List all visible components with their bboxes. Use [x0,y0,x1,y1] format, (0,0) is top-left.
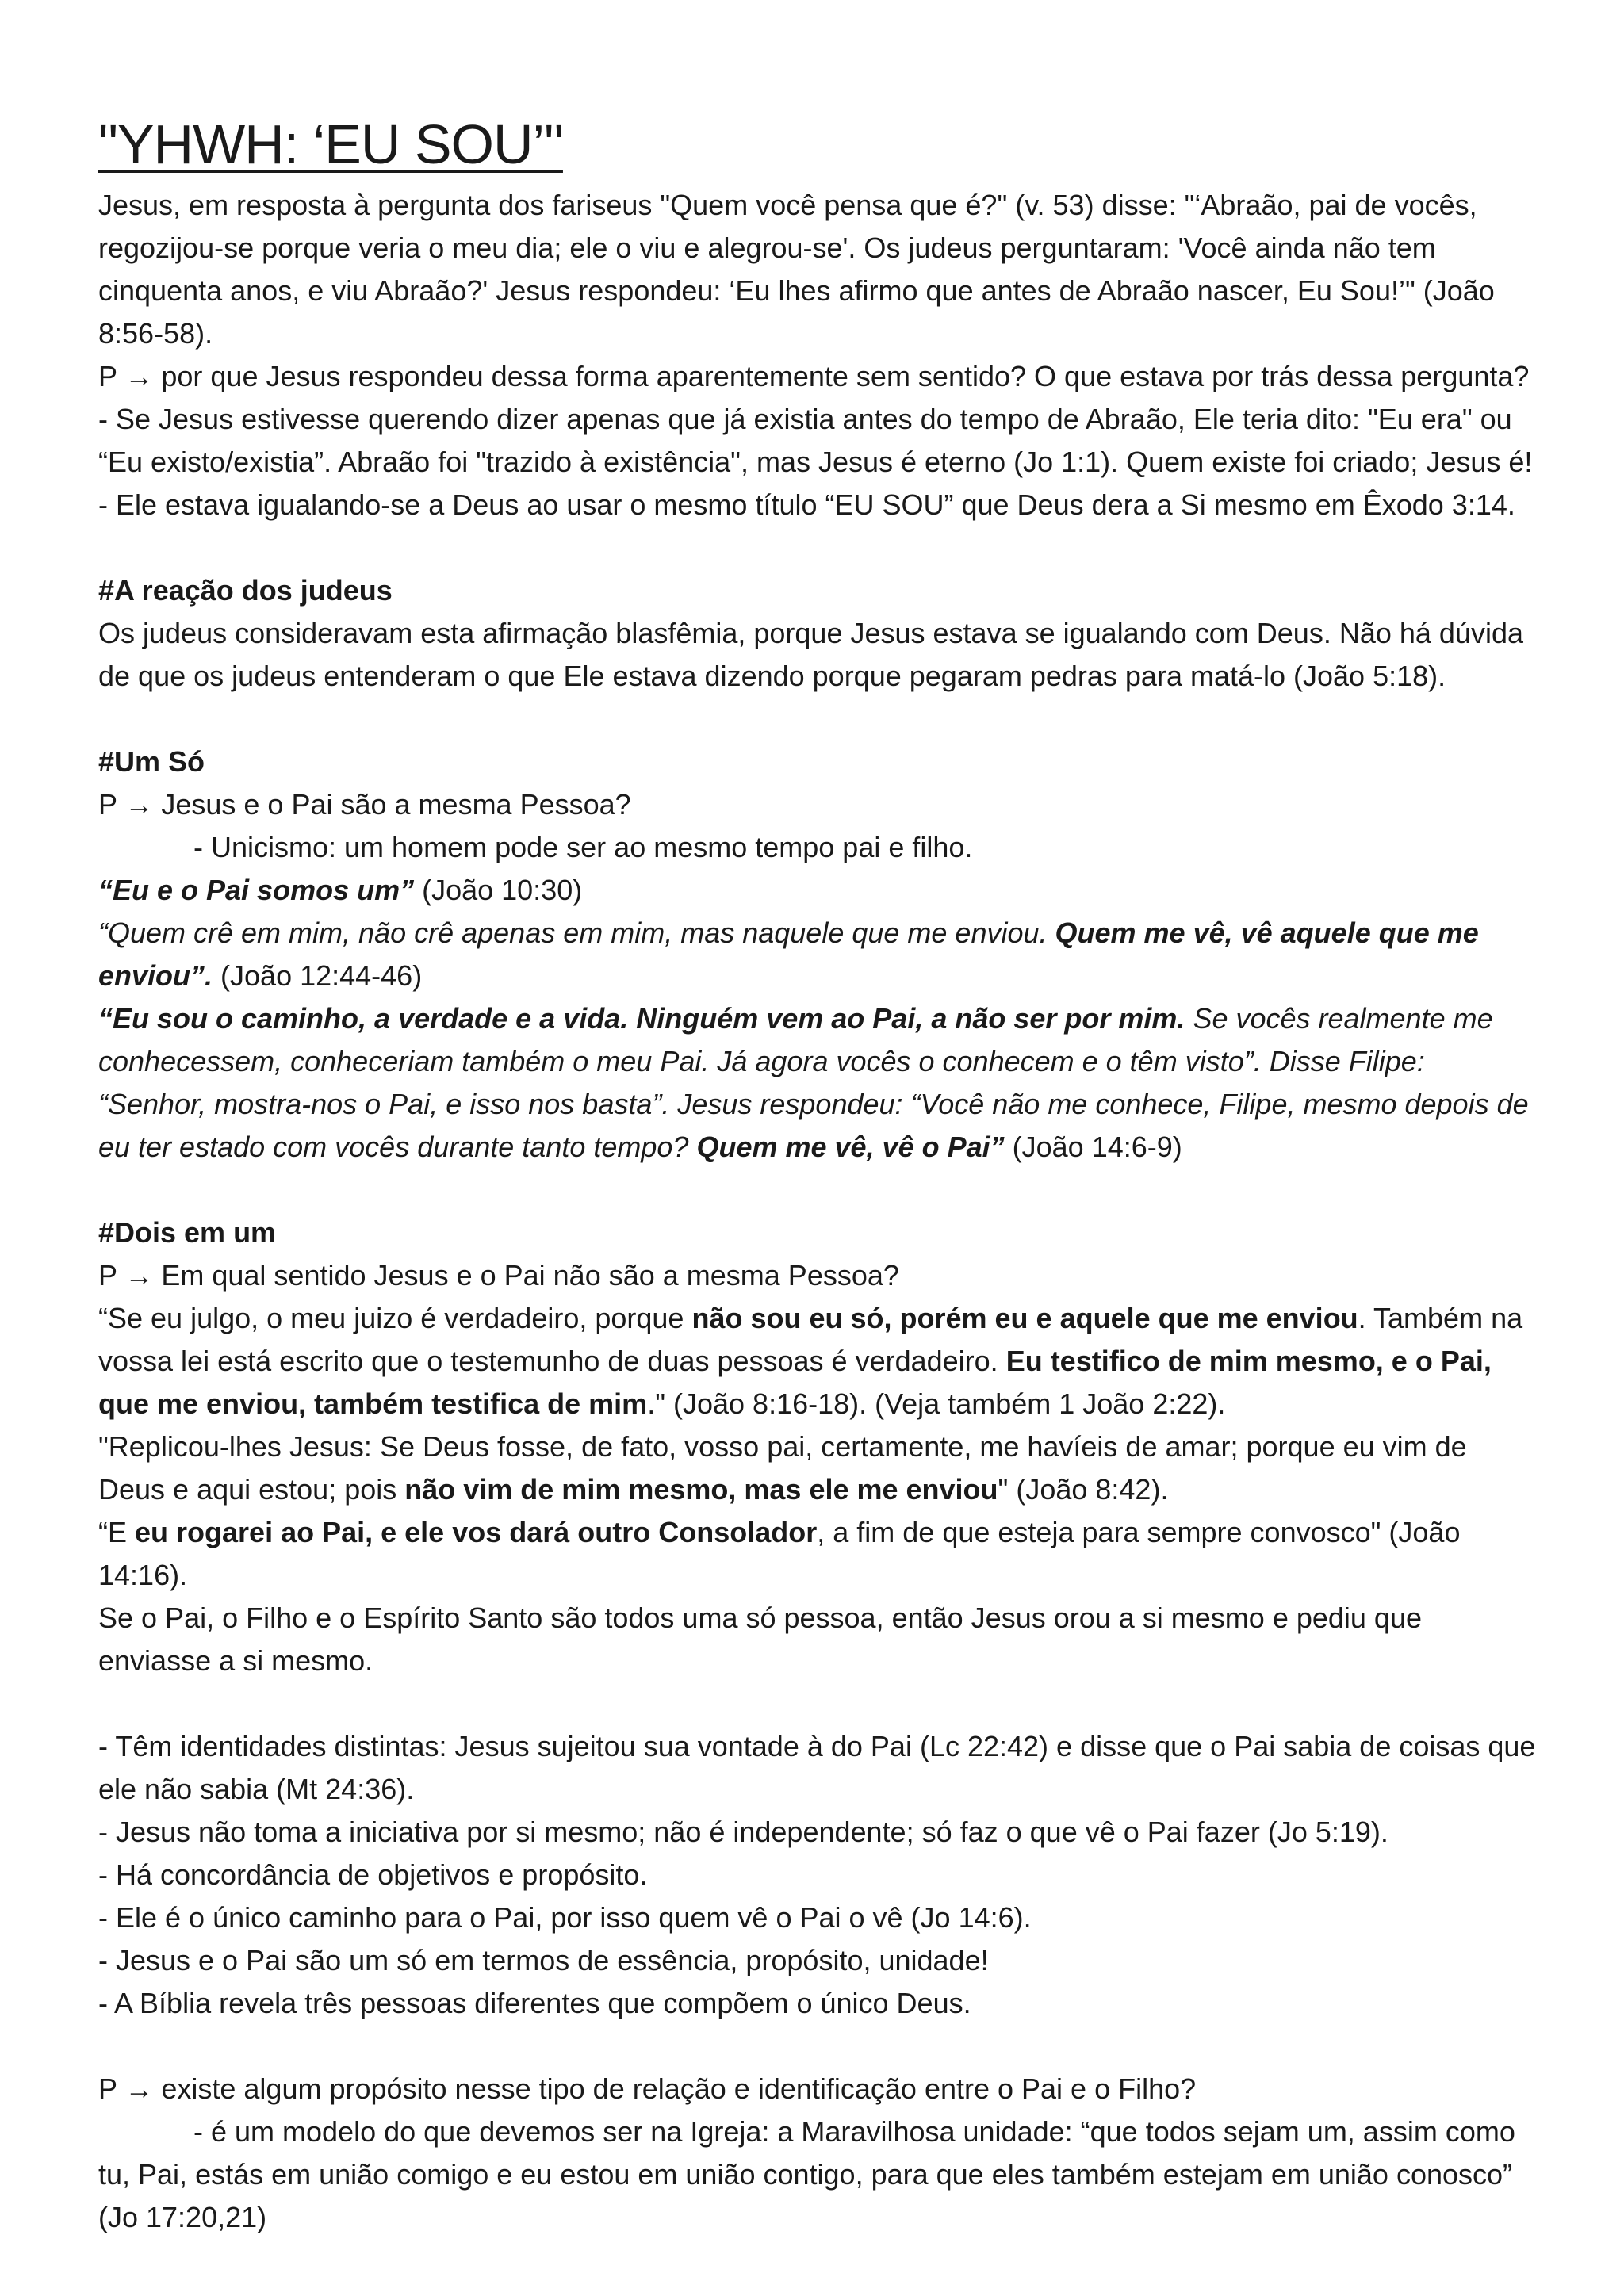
section-heading-dois-em-um: #Dois em um [98,1216,277,1249]
list-item: - Jesus e o Pai são um só em termos de essência, propósito, unidade! [98,1944,989,1976]
reacao-text: Os judeus consideravam esta afirmação blasfêmia, porque Jesus estava se igualando com Deus. Não há dúvida de que os judeus entenderam o que Ele estava dizendo porque pegaram pedras para matá-lo (João 5:18). [98,617,1523,692]
list-item: - Jesus não toma a iniciativa por si mesmo; não é independente; só faz o que vê o Pai fazer (Jo 5:19). [98,1816,1388,1848]
quote-italic: “Quem crê em mim, não crê apenas em mim, mas naquele que me enviou. [98,916,1055,949]
verse-bold: não sou eu só, porém eu e aquele que me enviou [691,1302,1358,1334]
verse-bold: eu rogarei ao Pai, e ele vos dará outro Consolador [135,1516,818,1548]
quote-ref: (João 10:30) [414,874,583,906]
intro-paragraph: Jesus, em resposta à pergunta dos fariseus "Quem você pensa que é?" (v. 53) disse: "‘Abraão, pai de vocês, regozijou-se porque veria o meu dia; ele o viu e alegrou-se'. Os judeus perguntaram: 'Você ainda não tem cinquenta anos, e viu Abraão?' Jesus respondeu: ‘Eu lhes afirmo que antes de Abraão nascer, Eu Sou!’" (João 8:56-58). [98,189,1495,350]
trinity-argument: Se o Pai, o Filho e o Espírito Santo são todos uma só pessoa, então Jesus orou a si mesmo e pediu que enviasse a si mesmo. [98,1601,1422,1677]
page-title: "YHWH: ‘EU SOU’" [98,113,563,175]
um-so-unicismo: - Unicismo: um homem pode ser ao mesmo tempo pai e filho. [193,831,973,863]
quote-john-12-44 [98,912,1537,997]
verse-bold: não vim de mim mesmo, mas ele me enviou [404,1473,998,1506]
intro-question: P → por que Jesus respondeu dessa forma aparentemente sem sentido? O que estava por trás dessa pergunta? [98,360,1530,392]
section-heading-reacao: #A reação dos judeus [98,574,393,607]
verse-text: , a fim de que esteja para sempre convosco" (João 14:16). [98,1516,1461,1591]
dois-em-um-question: P → Em qual sentido Jesus e o Pai não são a mesma Pessoa? [98,1259,899,1292]
proposito-question: P → existe algum propósito nesse tipo de relação e identificação entre o Pai e o Filho? [98,2072,1197,2105]
verse-text: . Também na vossa lei está escrito que o testemunho de duas pessoas é verdadeiro. [98,1302,1523,1377]
quote-bold: Quem me vê, vê aquele que me enviou”. [98,916,1479,992]
verse-john-14-16 [98,1511,1537,1597]
verse-john-8-42 [98,1425,1537,1511]
quote-john-14-6 [98,997,1537,1169]
verse-john-8-16 [98,1297,1537,1425]
um-so-question: P → Jesus e o Pai são a mesma Pessoa? [98,788,631,821]
verse-bold: Eu testifico de mim mesmo, e o Pai, que me enviou, também testifica de mim [98,1345,1492,1420]
quote-ref: (João 14:6-9) [1004,1131,1182,1163]
verse-text: “Se eu julgo, o meu juizo é verdadeiro, porque [98,1302,692,1334]
section-heading-um-so: #Um Só [98,745,205,778]
verse-text: "Replicou-lhes Jesus: Se Deus fosse, de fato, vosso pai, certamente, me havíeis de amar; porque eu vim de Deus e aqui estou; pois [98,1430,1467,1506]
list-item: - Há concordância de objetivos e propósito. [98,1858,648,1891]
quote-italic: Se vocês realmente me conhecessem, conheceriam também o meu Pai. Já agora vocês o conhecem e o têm visto”. Disse Filipe: “Senhor, mostra-nos o Pai, e isso nos basta”. Jesus respondeu: “Você não me conhece, Filipe, mesmo depois de eu ter estado com vocês durante tanto tempo? [98,1002,1529,1163]
intro-point-1: - Se Jesus estivesse querendo dizer apenas que já existia antes do tempo de Abraão, Ele teria dito: "Eu era" ou “Eu existo/existia”. Abraão foi "trazido à existência", mas Jesus é eterno (Jo 1:1). Quem existe foi criado; Jesus é! [98,403,1533,478]
verse-text: ." (João 8:16-18). (Veja também 1 João 2:22). [647,1387,1226,1420]
list-item: - A Bíblia revela três pessoas diferentes que compõem o único Deus. [98,1987,971,2019]
list-item: - Têm identidades distintas: Jesus sujeitou sua vontade à do Pai (Lc 22:42) e disse que o Pai sabia de coisas que ele não sabia (Mt 24:36). [98,1730,1536,1805]
list-item: - Ele é o único caminho para o Pai, por isso quem vê o Pai o vê (Jo 14:6). [98,1901,1032,1934]
quote-bold: “Eu e o Pai somos um” [98,874,415,906]
verse-text: " (João 8:42). [998,1473,1169,1506]
proposito-answer: - é um modelo do que devemos ser na Igreja: a Maravilhosa unidade: “que todos sejam um, assim como tu, Pai, estás em união comigo e eu estou em união contigo, para que eles também estejam em união conosco” (Jo 17:20,21) [98,2115,1515,2233]
quote-bold: Quem me vê, vê o Pai” [696,1131,1005,1163]
quote-bold: “Eu sou o caminho, a verdade e a vida. Ninguém vem ao Pai, a não ser por mim. [98,1002,1185,1035]
verse-text: “E [98,1516,136,1548]
quote-john-10-30 [98,869,1537,912]
intro-point-2: - Ele estava igualando-se a Deus ao usar o mesmo título “EU SOU” que Deus dera a Si mesmo em Êxodo 3:14. [98,488,1515,521]
quote-ref: (João 12:44-46) [213,959,423,992]
